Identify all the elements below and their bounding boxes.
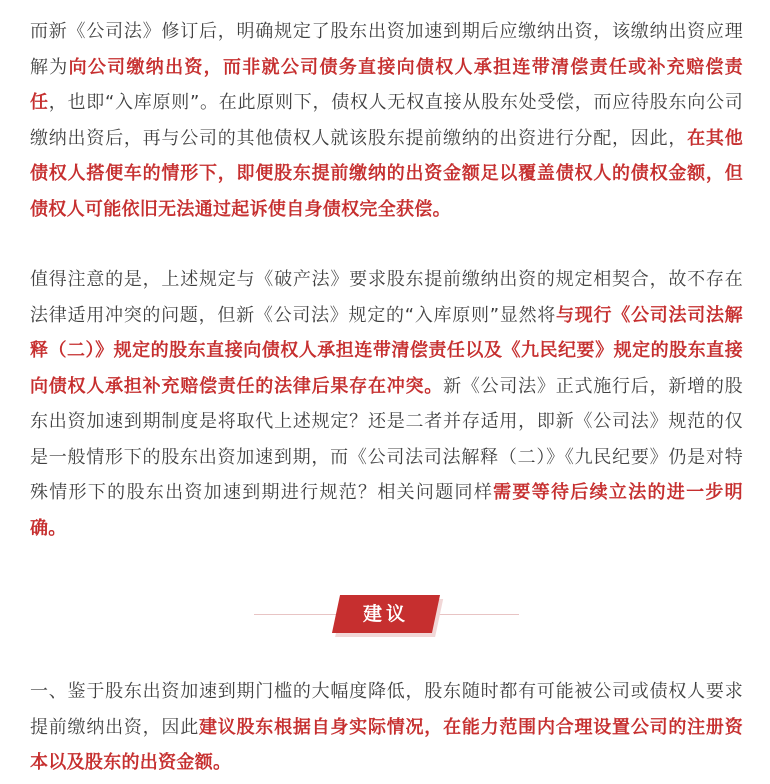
paragraph-suggestion-1 xyxy=(30,674,743,781)
paragraph-entry-principle xyxy=(30,14,743,227)
paragraph-spacer xyxy=(30,636,743,674)
text-run: 新《公司法》正式施行后，新增的股东出资加速到期制度是将取代上述规定？还是二者并存适用，即新《公司法》规范的仅是一般情形下的股东出资加速到期，而《公司法司法解释（二）》《九民纪要》仍是对特殊情形下的股东出资加速到期进行规范？相关问题同样 xyxy=(30,375,743,503)
highlight-run: 与现行《公司法司法解释（二）》规定的股东直接向债权人承担连带清偿责任以及《九民纪要》规定的股东直接向债权人承担补充赔偿责任的法律后果存在冲突。 xyxy=(30,304,743,397)
text-run: 值得注意的是，上述规定与《破产法》要求股东提前缴纳出资的规定相契合，故不存在法律适用冲突的问题，但新《公司法》规定的“入库原则”显然将 xyxy=(30,269,743,326)
section-heading xyxy=(30,594,743,636)
text-run: 而新《公司法》修订后，明确规定了股东出资加速到期后应缴纳出资，该缴纳出资应理解为 xyxy=(30,21,743,78)
highlight-run: 向公司缴纳出资，而非就公司债务直接向债权人承担连带清偿责任或补充赔偿责任 xyxy=(30,56,743,113)
text-run: 一、鉴于股东出资加速到期门槛的大幅度降低，股东随时都有可能被公司或债权人要求提前缴纳出资，因此 xyxy=(30,681,743,738)
highlight-run: 需要等待后续立法的进一步明确。 xyxy=(30,482,743,539)
highlight-run: 在其他债权人搭便车的情形下，即便股东提前缴纳的出资金额足以覆盖债权人的债权金额，但债权人可能依旧无法通过起诉使自身债权完全获偿。 xyxy=(30,127,743,220)
paragraph-spacer xyxy=(30,227,743,262)
paragraph-spacer xyxy=(30,546,743,594)
paragraph-law-conflict xyxy=(30,262,743,546)
text-run: ，也即“入库原则”。在此原则下，债权人无权直接从股东处受偿，而应待股东向公司缴纳出资后，再与公司的其他债权人就该股东提前缴纳的出资进行分配，因此， xyxy=(30,92,743,149)
section-heading-label: 建议 xyxy=(362,603,409,625)
article-body xyxy=(30,14,743,781)
highlight-run: 建议股东根据自身实际情况，在能力范围内合理设置公司的注册资本以及股东的出资金额。 xyxy=(30,716,743,773)
